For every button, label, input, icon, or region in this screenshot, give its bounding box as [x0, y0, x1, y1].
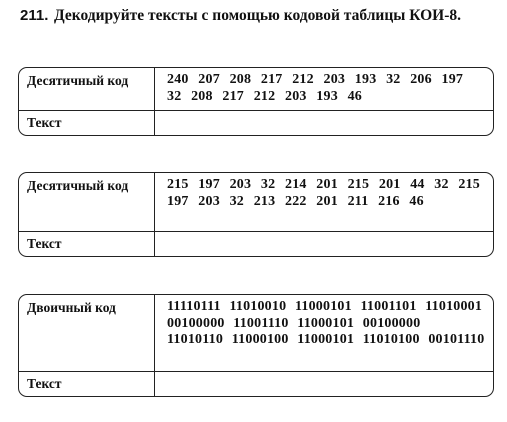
- code-table-2: [18, 172, 494, 257]
- text-label: Текст: [19, 232, 155, 256]
- text-row: [19, 110, 493, 135]
- text-row: [19, 231, 493, 256]
- task-instruction: Декодируйте тексты с помощью кодовой таблицы КОИ-8.: [54, 7, 462, 24]
- text-row: [19, 371, 493, 396]
- code-label: Десятичный код: [19, 173, 155, 231]
- code-table-3: [18, 294, 494, 397]
- code-value: 240 207 208 217 212 203 193 32 206 197 32 208 217 212 203 193 46: [167, 72, 464, 104]
- text-answer-field[interactable]: [155, 111, 493, 135]
- code-value: 11110111 11010010 11000101 11001101 11010001 00100000 11001110 11000101 00100000 11010110 11000100 11000101 11010100 00101110: [167, 299, 485, 347]
- code-label: Десятичный код: [19, 68, 155, 110]
- code-row: [19, 68, 493, 110]
- text-answer-field[interactable]: [155, 372, 493, 396]
- code-label: Двоичный код: [19, 295, 155, 371]
- code-row: [19, 173, 493, 231]
- task-number: 211.: [20, 7, 49, 24]
- code-value: 215 197 203 32 214 201 215 201 44 32 215 197 203 32 213 222 201 211 216 46: [167, 177, 480, 209]
- code-table-1: [18, 67, 494, 136]
- text-answer-field[interactable]: [155, 232, 493, 256]
- text-label: Текст: [19, 372, 155, 396]
- code-row: [19, 295, 493, 371]
- text-label: Текст: [19, 111, 155, 135]
